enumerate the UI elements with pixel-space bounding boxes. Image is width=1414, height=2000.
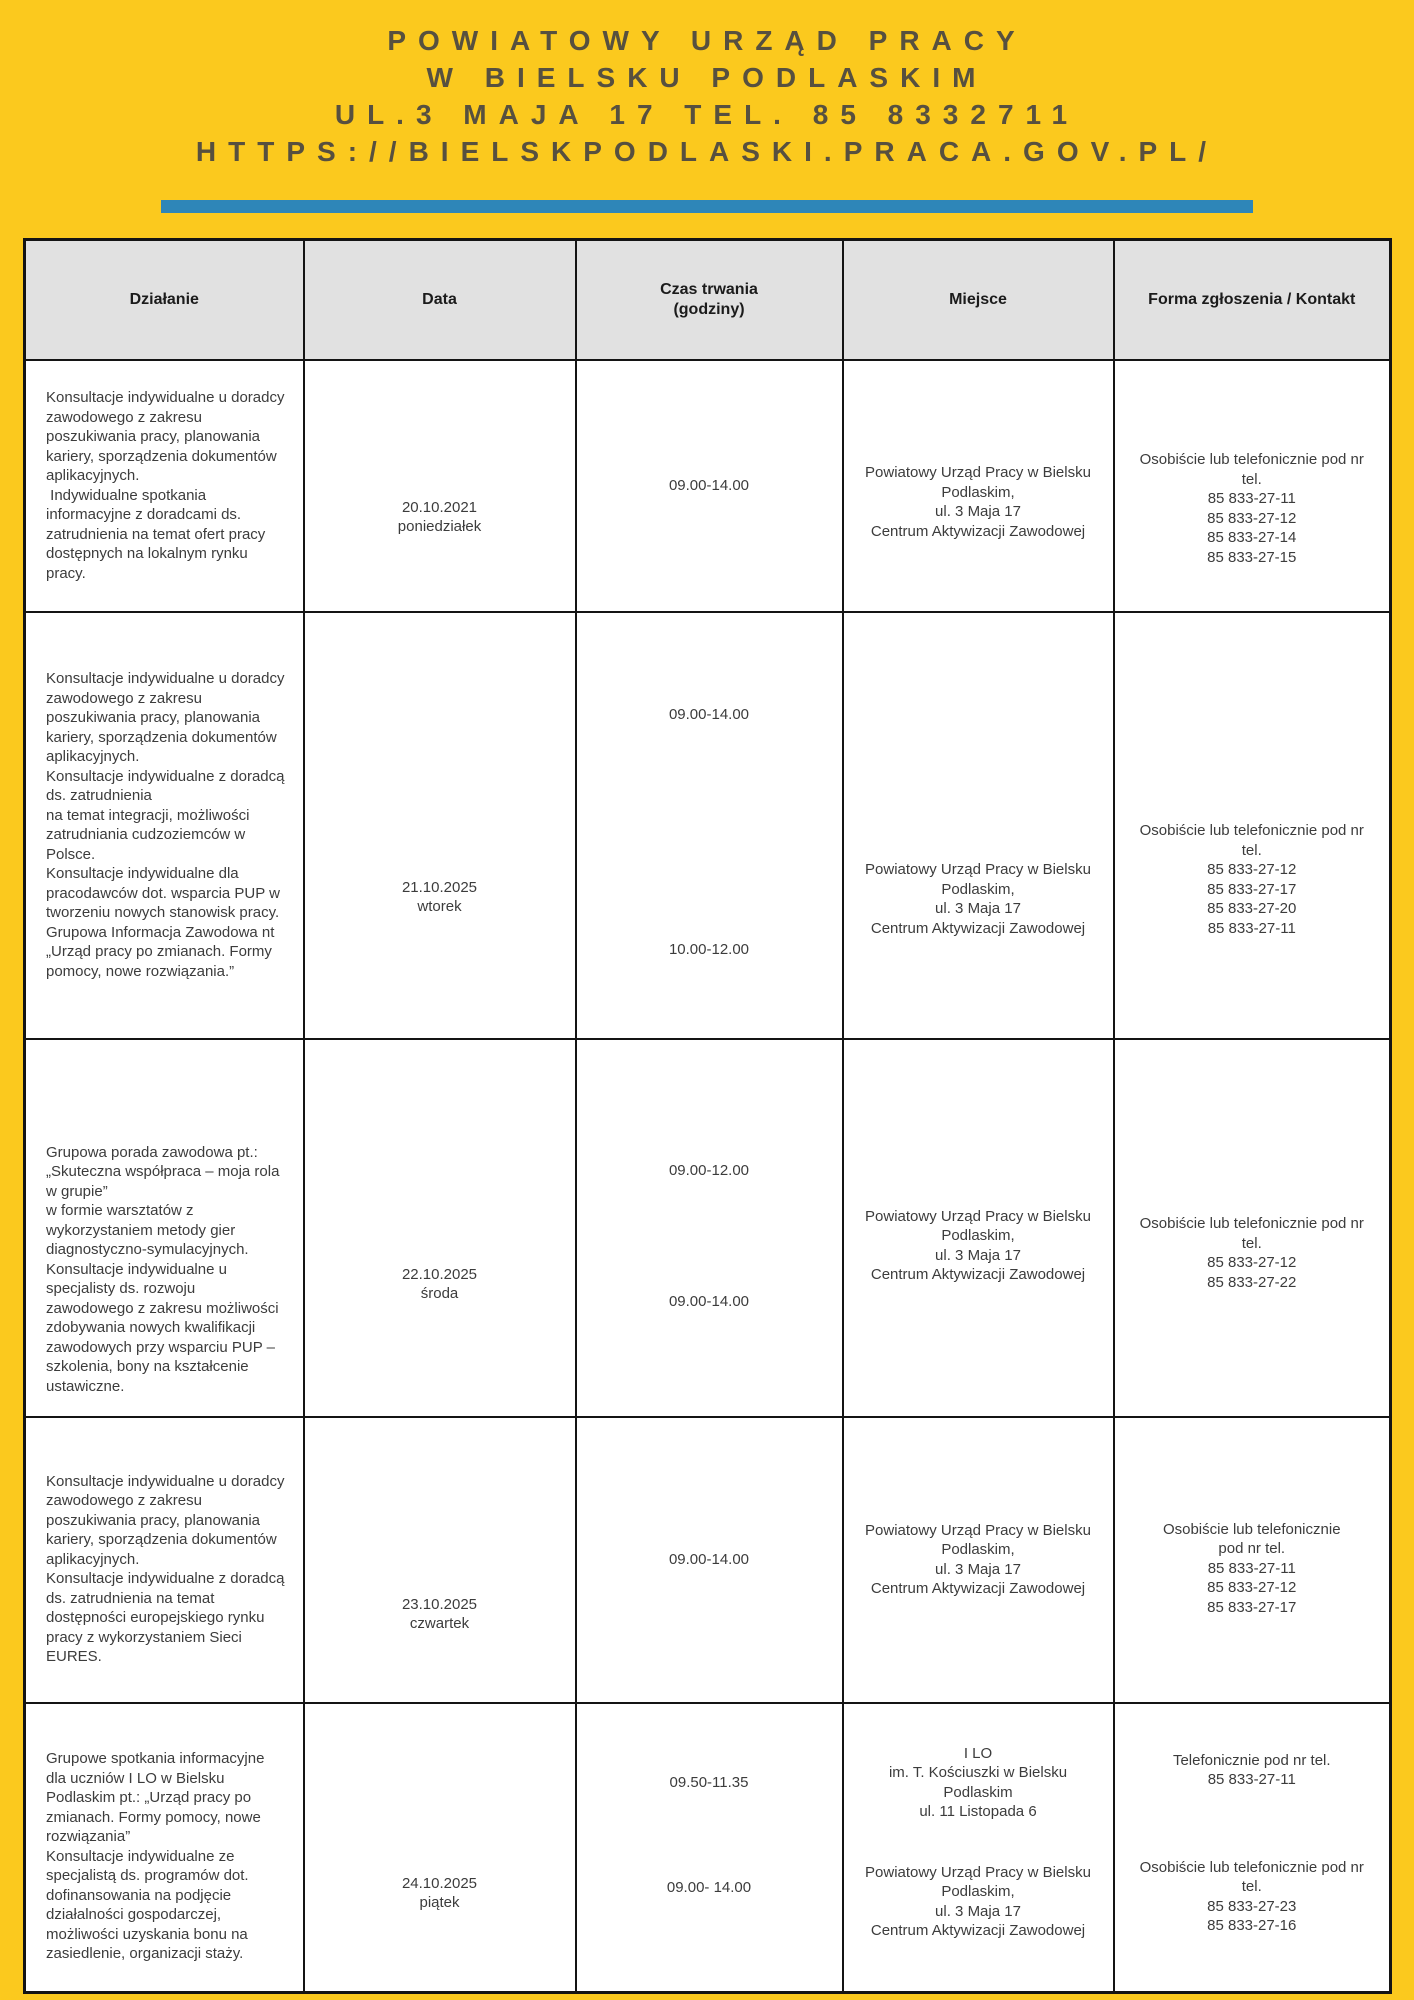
activity-cell [25, 1039, 304, 1417]
time-value: 10.00-12.00 [668, 941, 750, 958]
header-org-name-line: POWIATOWY URZĄD PRACY [387, 25, 1027, 56]
contact-cell [1114, 360, 1391, 612]
time-stack [587, 1044, 832, 1412]
column-header-data [304, 240, 576, 360]
activity-paragraph: „Skuteczna współpraca – moja rola w grupie” [46, 1163, 284, 1200]
contact-line: 85 833-27-16 [1207, 1917, 1297, 1934]
schedule-table [23, 238, 1392, 1994]
time-value: 09.50-11.35 [669, 1773, 749, 1791]
contact-line: 85 833-27-12 [1207, 1579, 1297, 1597]
time-cell [576, 1417, 843, 1703]
time-value: 09.00- 14.00 [666, 1879, 752, 1896]
place-cell [843, 1039, 1114, 1417]
time-value: 09.00-14.00 [668, 476, 750, 494]
date-cell [304, 1417, 576, 1703]
place-line: Centrum Aktywizacji Zawodowej [870, 1922, 1086, 1939]
table-row [25, 1039, 1391, 1417]
place-block [854, 463, 1103, 541]
activity-paragraph: Konsultacje indywidualne u specjalisty ds. rozwoju zawodowego z zakresu możliwości zdobywania nowych kwalifikacji zawodowych przy wsparciu PUP – szkolenia, bony na kształcenie ustawiczne. [46, 1260, 283, 1395]
time-value: 09.00-14.00 [668, 705, 750, 723]
date-line: piątek [419, 1894, 460, 1911]
date-cell [304, 360, 576, 612]
column-header-forma-zgloszenia [1114, 240, 1391, 360]
poster-header [0, 22, 1414, 170]
contact-line: tel. [1241, 841, 1262, 859]
time-cell [576, 1039, 843, 1417]
contact-line: 85 833-27-11 [1207, 1559, 1296, 1577]
activity-paragraph: Konsultacje indywidualne z doradcą ds. zatrudnienia na temat dostępności europejskiego rynku pracy z wykorzystaniem Sieci EURES. [46, 1570, 289, 1665]
column-header-label: Data [422, 290, 457, 308]
contact-line: 85 833-27-14 [1207, 529, 1297, 546]
date-line: środa [420, 1285, 459, 1302]
activity-paragraph: Konsultacje indywidualne u doradcy zawodowego z zakresu poszukiwania pracy, planowania kariery, sporządzenia dokumentów aplikacyjnych. [46, 670, 289, 765]
contact-line: 85 833-27-12 [1207, 1254, 1297, 1271]
place-block [854, 1207, 1103, 1285]
place-cell [843, 360, 1114, 612]
contact-line: Telefonicznie pod nr tel. [1172, 1751, 1331, 1769]
header-address-phone-line: UL.3 MAJA 17 TEL. 85 8332711 [334, 99, 1080, 130]
contact-line: tel. [1241, 1234, 1262, 1252]
column-header-dzialanie [25, 240, 304, 360]
activity-paragraph: Grupowa porada zawodowa pt.: [46, 1143, 258, 1161]
place-cell [843, 1417, 1114, 1703]
activity-paragraph: Grupowa Informacja Zawodowa nt „Urząd pracy po zmianach. Formy pomocy, nowe rozwiązania.” [46, 923, 279, 980]
contact-line: tel. [1241, 1878, 1262, 1895]
place-line: Powiatowy Urząd Pracy w Bielsku [865, 464, 1091, 481]
place-line: I LO [963, 1744, 993, 1762]
contact-block [1131, 1751, 1374, 1790]
contact-line: 85 833-27-11 [1207, 919, 1296, 937]
place-line: Centrum Aktywizacji Zawodowej [870, 1266, 1086, 1283]
place-line: Centrum Aktywizacji Zawodowej [870, 522, 1086, 540]
place-line: im. T. Kościuszki w Bielsku [888, 1764, 1068, 1781]
date-line: czwartek [409, 1615, 470, 1632]
place-line: Powiatowy Urząd Pracy w Bielsku [865, 1863, 1091, 1881]
activity-paragraph: Konsultacje indywidualne u doradcy zawodowego z zakresu poszukiwania pracy, planowania kariery, sporządzenia dokumentów aplikacyjnych. [46, 389, 289, 484]
contact-line: 85 833-27-15 [1207, 548, 1297, 566]
activity-paragraph: na temat integracji, możliwości zatrudniania cudzoziemców w Polsce. [46, 806, 254, 863]
contact-block [1131, 1858, 1374, 1936]
place-cell-stack [854, 1708, 1103, 1987]
contact-block [1125, 450, 1380, 567]
time-value: 09.00-12.00 [668, 1161, 750, 1179]
date-line: 20.10.2021 [401, 498, 478, 516]
table-row [25, 612, 1391, 1039]
place-line: Podlaskim, [941, 1541, 1015, 1558]
contact-line: 85 833-27-23 [1207, 1897, 1297, 1915]
activity-cell [25, 360, 304, 612]
header-website-url: HTTPS://BIELSKPODLASKI.PRACA.GOV.PL/ [195, 136, 1219, 167]
contact-line: 85 833-27-11 [1207, 490, 1296, 507]
contact-line: Osobiście lub telefonicznie [1162, 1520, 1341, 1538]
place-line: Powiatowy Urząd Pracy w Bielsku [865, 861, 1091, 878]
contact-line: tel. [1241, 470, 1262, 488]
place-line: ul. 3 Maja 17 [935, 900, 1021, 917]
date-cell [304, 1703, 576, 1993]
time-stack [587, 617, 832, 1034]
place-line: Centrum Aktywizacji Zawodowej [870, 919, 1086, 937]
place-line: ul. 3 Maja 17 [935, 1560, 1021, 1578]
place-line: Podlaskim, [941, 880, 1015, 898]
place-line: Podlaskim, [941, 483, 1015, 501]
contact-line: Osobiście lub telefonicznie pod nr [1139, 1858, 1364, 1876]
column-header-label: (godziny) [673, 300, 745, 318]
time-value: 09.00-14.00 [668, 1293, 750, 1310]
table-row [25, 1703, 1391, 1993]
contact-block [1125, 1214, 1380, 1292]
table-row [25, 1417, 1391, 1703]
contact-line: 85 833-27-11 [1207, 1771, 1296, 1788]
contact-line: 85 833-27-22 [1207, 1273, 1297, 1291]
date-cell [304, 612, 576, 1039]
place-cell [843, 1703, 1114, 1993]
activity-paragraph: Indywidualne spotkania informacyjne z doradcami ds. zatrudnienia na temat ofert pracy dostępnych na lokalnym rynku pracy. [46, 486, 270, 582]
activity-paragraph: Grupowe spotkania informacyjne dla uczniów I LO w Bielsku Podlaskim pt.: „Urząd pracy po zmianach. Formy pomocy, nowe rozwiązania” [46, 1750, 269, 1846]
table-row [25, 360, 1391, 612]
contact-cell [1114, 1703, 1391, 1993]
column-header-label: Forma zgłoszenia / Kontakt [1148, 290, 1356, 308]
place-cell [843, 612, 1114, 1039]
activity-cell [25, 1417, 304, 1703]
contact-line: Osobiście lub telefonicznie pod nr [1139, 1215, 1364, 1232]
place-block [854, 1521, 1103, 1599]
schedule-table-body [25, 360, 1391, 1993]
contact-line: Osobiście lub telefonicznie pod nr [1139, 822, 1364, 839]
contact-line: 85 833-27-12 [1207, 861, 1297, 878]
contact-block [1125, 1520, 1380, 1618]
place-line: ul. 3 Maja 17 [935, 503, 1021, 520]
contact-cell [1114, 1039, 1391, 1417]
activity-paragraph: Konsultacje indywidualne z doradcą ds. zatrudnienia [46, 767, 289, 804]
activity-paragraph: Konsultacje indywidualne dla pracodawców dot. wsparcia PUP w tworzeniu nowych stanowisk pracy. [46, 865, 285, 921]
place-block [854, 860, 1103, 938]
date-line: poniedziałek [397, 518, 482, 535]
place-block [860, 1744, 1097, 1822]
activity-paragraph: Konsultacje indywidualne ze specjalistą ds. programów dot. dofinansowania na podjęcie działalności gospodarczej, możliwości uzyskania bonu na zasiedlenie, organizacji staży. [46, 1847, 253, 1963]
place-line: ul. 11 Listopada 6 [919, 1803, 1037, 1820]
place-line: Podlaskim, [941, 1227, 1015, 1244]
place-line: Powiatowy Urząd Pracy w Bielsku [865, 1207, 1091, 1225]
column-header-miejsce [843, 240, 1114, 360]
activity-cell [25, 1703, 304, 1993]
activity-cell [25, 612, 304, 1039]
contact-line: pod nr tel. [1218, 1540, 1286, 1558]
divider-bar [161, 200, 1253, 213]
date-cell [304, 1039, 576, 1417]
header-row [25, 240, 1391, 360]
time-cell [576, 1703, 843, 1993]
contact-cell [1114, 1417, 1391, 1703]
date-line: 24.10.2025 [401, 1874, 478, 1892]
contact-block [1125, 821, 1380, 938]
time-value: 09.00-14.00 [668, 1550, 750, 1568]
contact-cell-stack [1125, 1708, 1380, 1987]
date-line: 23.10.2025 [401, 1595, 478, 1613]
place-block [860, 1863, 1097, 1941]
activity-paragraph: Konsultacje indywidualne u doradcy zawodowego z zakresu poszukiwania pracy, planowania kariery, sporządzenia dokumentów aplikacyjnych. [46, 1472, 289, 1568]
time-stack [587, 1708, 832, 1987]
contact-line: Osobiście lub telefonicznie pod nr [1139, 451, 1364, 468]
header-city-line: W BIELSKU PODLASKIM [426, 62, 988, 93]
activity-paragraph: w formie warsztatów z wykorzystaniem metody gier diagnostyczno-symulacyjnych. [46, 1202, 249, 1259]
column-header-label: Czas trwania [660, 280, 758, 298]
contact-line: 85 833-27-12 [1207, 509, 1297, 527]
column-header-czas-trwania [576, 240, 843, 360]
contact-cell [1114, 612, 1391, 1039]
place-line: ul. 3 Maja 17 [935, 1902, 1021, 1920]
column-header-label: Miejsce [949, 290, 1007, 308]
place-line: Powiatowy Urząd Pracy w Bielsku [865, 1521, 1091, 1539]
time-cell [576, 612, 843, 1039]
contact-line: 85 833-27-20 [1207, 900, 1297, 917]
place-line: Podlaskim, [941, 1883, 1015, 1900]
time-cell [576, 360, 843, 612]
place-line: Podlaskim [943, 1783, 1013, 1801]
date-line: wtorek [417, 898, 462, 915]
date-line: 22.10.2025 [401, 1265, 478, 1283]
column-header-label: Działanie [129, 290, 199, 308]
contact-line: 85 833-27-17 [1207, 1598, 1297, 1616]
date-line: 21.10.2025 [401, 878, 478, 896]
place-line: Centrum Aktywizacji Zawodowej [870, 1580, 1086, 1597]
contact-line: 85 833-27-17 [1207, 880, 1297, 898]
place-line: ul. 3 Maja 17 [935, 1246, 1021, 1264]
schedule-table-header [25, 240, 1391, 360]
